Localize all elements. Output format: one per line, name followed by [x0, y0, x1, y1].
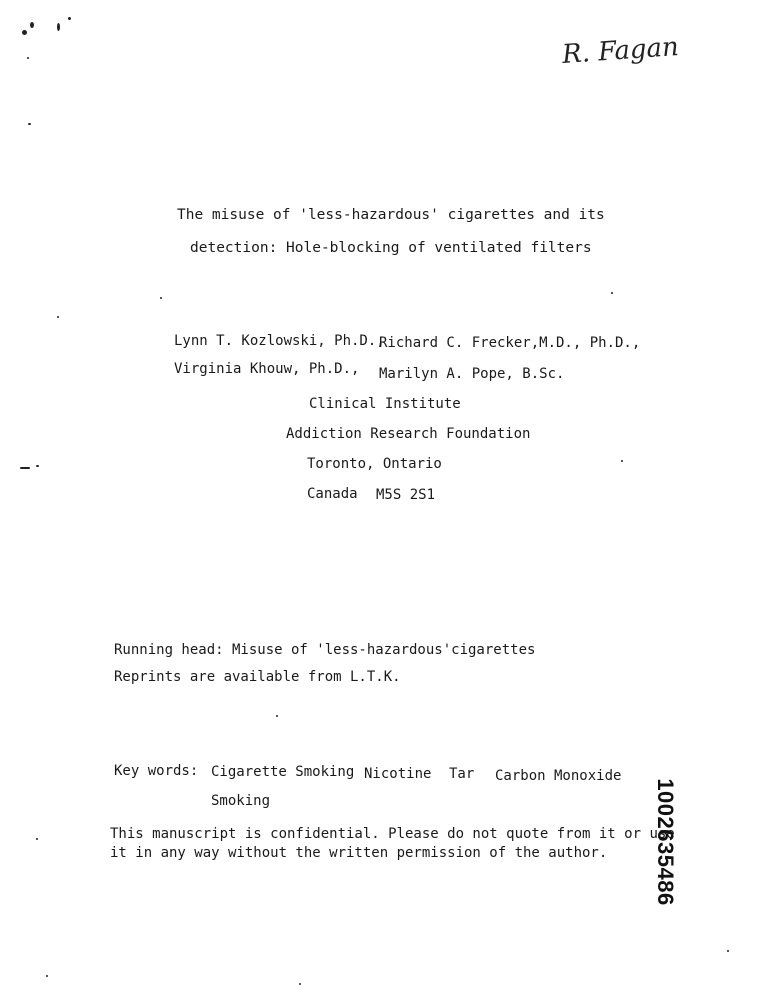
scan-speck: [57, 316, 59, 318]
keyword-cigarette-smoking: Cigarette Smoking: [211, 764, 355, 780]
affiliation-postal-code: M5S 2S1: [376, 487, 436, 503]
scan-speck: [22, 30, 27, 35]
author-kozlowski: Lynn T. Kozlowski, Ph.D.,: [174, 333, 385, 349]
scan-speck: [68, 17, 71, 20]
affiliation-foundation: Addiction Research Foundation: [286, 426, 531, 442]
scan-speck: [28, 123, 31, 125]
scan-speck: [36, 838, 38, 840]
keyword-tar: Tar: [449, 766, 475, 782]
author-khouw: Virginia Khouw, Ph.D.,: [174, 361, 360, 377]
keywords-label: Key words:: [114, 763, 199, 779]
scan-speck: [727, 950, 729, 952]
scan-speck: [20, 467, 30, 469]
affiliation-institute: Clinical Institute: [309, 396, 461, 412]
scan-speck: [611, 292, 613, 294]
scan-speck: [46, 975, 48, 977]
affiliation-country: Canada: [307, 486, 358, 502]
confidentiality-line-2: it in any way without the written permission of the author.: [110, 845, 608, 861]
scan-speck: [299, 983, 301, 985]
scan-speck: [621, 460, 623, 462]
scan-speck: [36, 465, 39, 467]
running-head: Running head: Misuse of 'less-hazardous'cigarettes: [114, 642, 536, 658]
title-line-2: detection: Hole-blocking of ventilated filters: [190, 240, 592, 256]
scan-speck: [160, 297, 162, 299]
affiliation-city: Toronto, Ontario: [307, 456, 442, 472]
scan-speck: [57, 23, 60, 31]
keyword-smoking: Smoking: [211, 793, 271, 809]
scan-speck: [276, 715, 278, 717]
keyword-nicotine: Nicotine: [364, 766, 432, 782]
title-line-1: The misuse of 'less-hazardous' cigarettes and its: [177, 207, 605, 223]
confidentiality-line-1: This manuscript is confidential. Please do not quote from it or use: [110, 826, 675, 842]
reprints-note: Reprints are available from L.T.K.: [114, 669, 401, 685]
keyword-carbon-monoxide: Carbon Monoxide: [495, 768, 622, 784]
bates-number: 1002635486: [653, 778, 678, 906]
author-pope: Marilyn A. Pope, B.Sc.: [379, 366, 565, 382]
scan-speck: [27, 57, 29, 59]
scan-speck: [30, 22, 34, 28]
handwritten-note: R. Fagan: [561, 31, 680, 71]
author-frecker: Richard C. Frecker,M.D., Ph.D.,: [379, 335, 641, 351]
